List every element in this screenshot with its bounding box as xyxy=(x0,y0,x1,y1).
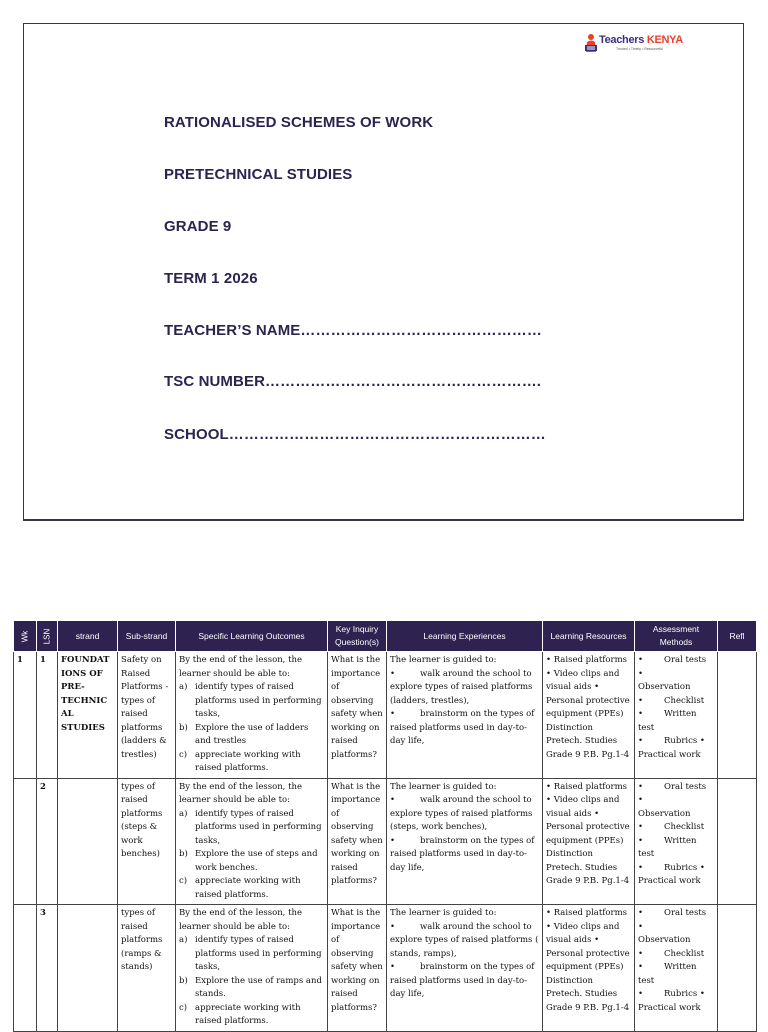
outcome-text: appreciate working with raised platforms. xyxy=(195,1002,301,1026)
assessment-text: Written test xyxy=(638,835,697,859)
assessment-item xyxy=(638,794,714,821)
assessment-item xyxy=(638,695,714,709)
experience-text: walk around the school to explore types of raised platforms ( stands, ramps), xyxy=(390,921,539,959)
outcome-letter: c) xyxy=(179,749,188,760)
outcome-item xyxy=(179,975,324,1002)
bullet: • xyxy=(638,948,644,959)
cell-strand xyxy=(58,905,118,1032)
bullet: • xyxy=(390,835,396,846)
assessment-text: Checklist xyxy=(664,948,705,959)
assessment-item xyxy=(638,921,714,948)
experience-item xyxy=(390,794,539,835)
assessment-item xyxy=(638,654,714,668)
outcome-letter: b) xyxy=(179,849,188,859)
outcome-item xyxy=(179,681,324,722)
cell-strand: FOUNDAT IONS OF PRE-TECHNIC AL STUDIES xyxy=(58,652,118,779)
cell-lesson: 3 xyxy=(37,905,58,1032)
header-lsn xyxy=(37,621,58,652)
header-sub-strand: Sub-strand xyxy=(118,621,176,652)
bullet: • xyxy=(390,962,396,972)
bullet: • xyxy=(638,736,644,746)
experience-item xyxy=(390,708,539,749)
assessment-item xyxy=(638,668,714,695)
cell-assessment-methods xyxy=(635,778,718,905)
outcome-letter: c) xyxy=(179,876,188,886)
experience-text: brainstorm on the types of raised platforms used in day-to-day life, xyxy=(390,962,535,999)
outcomes-intro: By the end of the lesson, the learner should be able to: xyxy=(179,908,302,932)
assessment-text: Checklist xyxy=(664,822,705,832)
outcome-item xyxy=(179,722,324,749)
experiences-intro: The learner is guided to: xyxy=(390,655,497,665)
table-row xyxy=(14,652,757,779)
outcomes-intro: By the end of the lesson, the learner should be able to: xyxy=(179,781,302,805)
assessment-text: Oral tests xyxy=(664,908,707,918)
outcome-letter: a) xyxy=(179,682,188,692)
logo-brand-part1: Teachers xyxy=(599,34,645,46)
experience-item xyxy=(390,921,539,962)
cell-reflection xyxy=(718,778,757,905)
logo-tagline: Trusted • Timely • Resourceful xyxy=(616,47,663,51)
cell-sub-strand: types of raised platforms (steps & work benches) xyxy=(118,778,176,905)
experience-text: brainstorm on the types of raised platforms used in day-to-day life, xyxy=(390,835,535,873)
outcome-letter: a) xyxy=(179,935,188,945)
assessment-item xyxy=(638,988,714,1002)
assessment-tail: Practical work xyxy=(638,1002,701,1013)
assessment-text: Observation xyxy=(638,935,691,945)
bullet: • xyxy=(638,668,644,679)
cell-learning-outcomes xyxy=(176,652,328,779)
assessment-tail: Practical work xyxy=(638,749,701,760)
bullet: • xyxy=(638,822,644,832)
bullet: • xyxy=(638,989,644,999)
assessment-item xyxy=(638,708,714,735)
cell-learning-resources: • Raised platforms • Video clips and visual aids • Personal protective equipment (PPEs) Distinction Pretech. Studies Grade 9 P.B. Pg.1-4 xyxy=(543,652,635,779)
assessment-text: Written test xyxy=(638,709,697,733)
bullet: • xyxy=(638,962,644,972)
assessment-item xyxy=(638,781,714,795)
cell-key-question: What is the importance of observing safety when working on raised platforms? xyxy=(328,905,387,1032)
assessment-text: Checklist xyxy=(664,695,705,706)
bullet: • xyxy=(638,835,644,846)
cell-learning-experiences xyxy=(387,778,543,905)
bullet: • xyxy=(638,709,644,719)
cell-learning-experiences xyxy=(387,652,543,779)
outcome-text: identify types of raised platforms used in performing tasks, xyxy=(195,935,322,972)
cell-learning-outcomes xyxy=(176,905,328,1032)
assessment-item xyxy=(638,961,714,988)
cover-school: SCHOOL……………………………………………………… xyxy=(164,426,546,443)
cover-subject: PRETECHNICAL STUDIES xyxy=(164,166,353,183)
bullet: • xyxy=(638,695,644,706)
assessment-item xyxy=(638,862,714,876)
outcome-text: Explore the use of steps and work benches. xyxy=(195,849,318,873)
cell-assessment-methods xyxy=(635,905,718,1032)
assessment-tail: Practical work xyxy=(638,876,701,886)
assessment-item xyxy=(638,735,714,749)
bullet: • xyxy=(390,921,396,932)
table-header-row xyxy=(14,621,757,652)
assessment-item xyxy=(638,907,714,921)
table-row xyxy=(14,905,757,1032)
cover-grade: GRADE 9 xyxy=(164,218,232,235)
experience-text: walk around the school to explore types of raised platforms (ladders, trestles), xyxy=(390,668,533,706)
assessment-text: Rubrics • xyxy=(664,862,705,873)
experience-item xyxy=(390,961,539,1002)
outcome-item xyxy=(179,808,324,849)
experience-item xyxy=(390,835,539,876)
outcome-text: appreciate working with raised platforms. xyxy=(195,749,301,773)
cell-sub-strand: Safety on Raised Platforms - types of raised platforms (ladders & trestles) xyxy=(118,652,176,779)
assessment-text: Written test xyxy=(638,962,697,986)
assessment-text: Rubrics • xyxy=(664,736,705,746)
teacher-figure-icon xyxy=(584,33,598,53)
outcome-text: appreciate working with raised platforms. xyxy=(195,876,301,900)
cover-teacher-name: TEACHER’S NAME………………………………………… xyxy=(164,322,543,339)
header-learning-experiences: Learning Experiences xyxy=(387,621,543,652)
cover-term: TERM 1 2026 xyxy=(164,270,258,287)
cell-strand xyxy=(58,778,118,905)
header-wk-label: Wk xyxy=(20,630,30,642)
header-learning-resources: Learning Resources xyxy=(543,621,635,652)
bullet: • xyxy=(638,921,644,932)
outcome-text: Explore the use of ladders and trestles xyxy=(195,722,309,746)
cell-lesson: 1 xyxy=(37,652,58,779)
outcome-letter: a) xyxy=(179,808,188,819)
bullet: • xyxy=(638,781,644,792)
cell-key-question: What is the importance of observing safety when working on raised platforms? xyxy=(328,652,387,779)
cell-key-question: What is the importance of observing safety when working on raised platforms? xyxy=(328,778,387,905)
cell-week xyxy=(14,778,37,905)
outcome-text: Explore the use of ramps and stands. xyxy=(195,975,322,999)
outcome-letter: c) xyxy=(179,1002,188,1013)
header-reflection: Refl xyxy=(718,621,757,652)
bullet: • xyxy=(390,709,396,719)
assessment-text: Oral tests xyxy=(664,655,707,665)
outcomes-intro: By the end of the lesson, the learner should be able to: xyxy=(179,655,302,679)
header-assessment-methods: Assessment Methods xyxy=(635,621,718,652)
cell-week xyxy=(14,905,37,1032)
assessment-text: Observation xyxy=(638,682,691,692)
cell-learning-resources: • Raised platforms • Video clips and visual aids • Personal protective equipment (PPEs) Distinction Pretech. Studies Grade 9 P.B. Pg.1-4 xyxy=(543,778,635,905)
experience-text: brainstorm on the types of raised platforms used in day-to-day life, xyxy=(390,709,535,746)
logo-brand-part2: KENYA xyxy=(646,34,683,46)
header-wk xyxy=(14,621,37,652)
outcome-item xyxy=(179,934,324,975)
header-lsn-label: LSN xyxy=(42,628,52,644)
bullet: • xyxy=(638,795,644,805)
table-row xyxy=(14,778,757,905)
outcome-item xyxy=(179,1002,324,1029)
cover-tsc-number: TSC NUMBER………………………………………………. xyxy=(164,373,542,390)
scheme-of-work-table xyxy=(13,620,757,1032)
bullet: • xyxy=(638,908,644,918)
cell-lesson: 2 xyxy=(37,778,58,905)
assessment-text: Observation xyxy=(638,808,691,819)
assessment-item xyxy=(638,948,714,962)
cell-sub-strand: types of raised platforms (ramps & stands) xyxy=(118,905,176,1032)
teachers-kenya-logo xyxy=(581,31,691,55)
bullet: • xyxy=(638,655,644,665)
cell-assessment-methods xyxy=(635,652,718,779)
outcome-letter: b) xyxy=(179,722,188,733)
outcome-text: identify types of raised platforms used in performing tasks, xyxy=(195,682,322,719)
cover-page xyxy=(23,23,744,521)
experiences-intro: The learner is guided to: xyxy=(390,908,497,918)
assessment-item xyxy=(638,821,714,835)
outcome-item xyxy=(179,875,324,902)
cover-title: RATIONALISED SCHEMES OF WORK xyxy=(164,114,434,131)
cell-week: 1 xyxy=(14,652,37,779)
experience-item xyxy=(390,668,539,709)
experience-text: walk around the school to explore types of raised platforms (steps, work benches), xyxy=(390,795,533,832)
header-key-inquiry-question: Key Inquiry Question(s) xyxy=(328,621,387,652)
experiences-intro: The learner is guided to: xyxy=(390,781,497,792)
logo-brand-text xyxy=(599,34,683,46)
assessment-text: Rubrics • xyxy=(664,989,705,999)
cell-learning-resources: • Raised platforms • Video clips and visual aids • Personal protective equipment (PPEs) Distinction Pretech. Studies Grade 9 P.B. Pg.1-4 xyxy=(543,905,635,1032)
cell-reflection xyxy=(718,905,757,1032)
bullet: • xyxy=(390,668,396,679)
outcome-letter: b) xyxy=(179,975,188,986)
assessment-item xyxy=(638,835,714,862)
cell-learning-experiences xyxy=(387,905,543,1032)
assessment-text: Oral tests xyxy=(664,781,707,792)
bullet: • xyxy=(638,862,644,873)
header-strand: strand xyxy=(58,621,118,652)
header-specific-learning-outcomes: Specific Learning Outcomes xyxy=(176,621,328,652)
cell-learning-outcomes xyxy=(176,778,328,905)
outcome-text: identify types of raised platforms used in performing tasks, xyxy=(195,808,322,846)
outcome-item xyxy=(179,749,324,776)
cell-reflection xyxy=(718,652,757,779)
outcome-item xyxy=(179,848,324,875)
bullet: • xyxy=(390,795,396,805)
